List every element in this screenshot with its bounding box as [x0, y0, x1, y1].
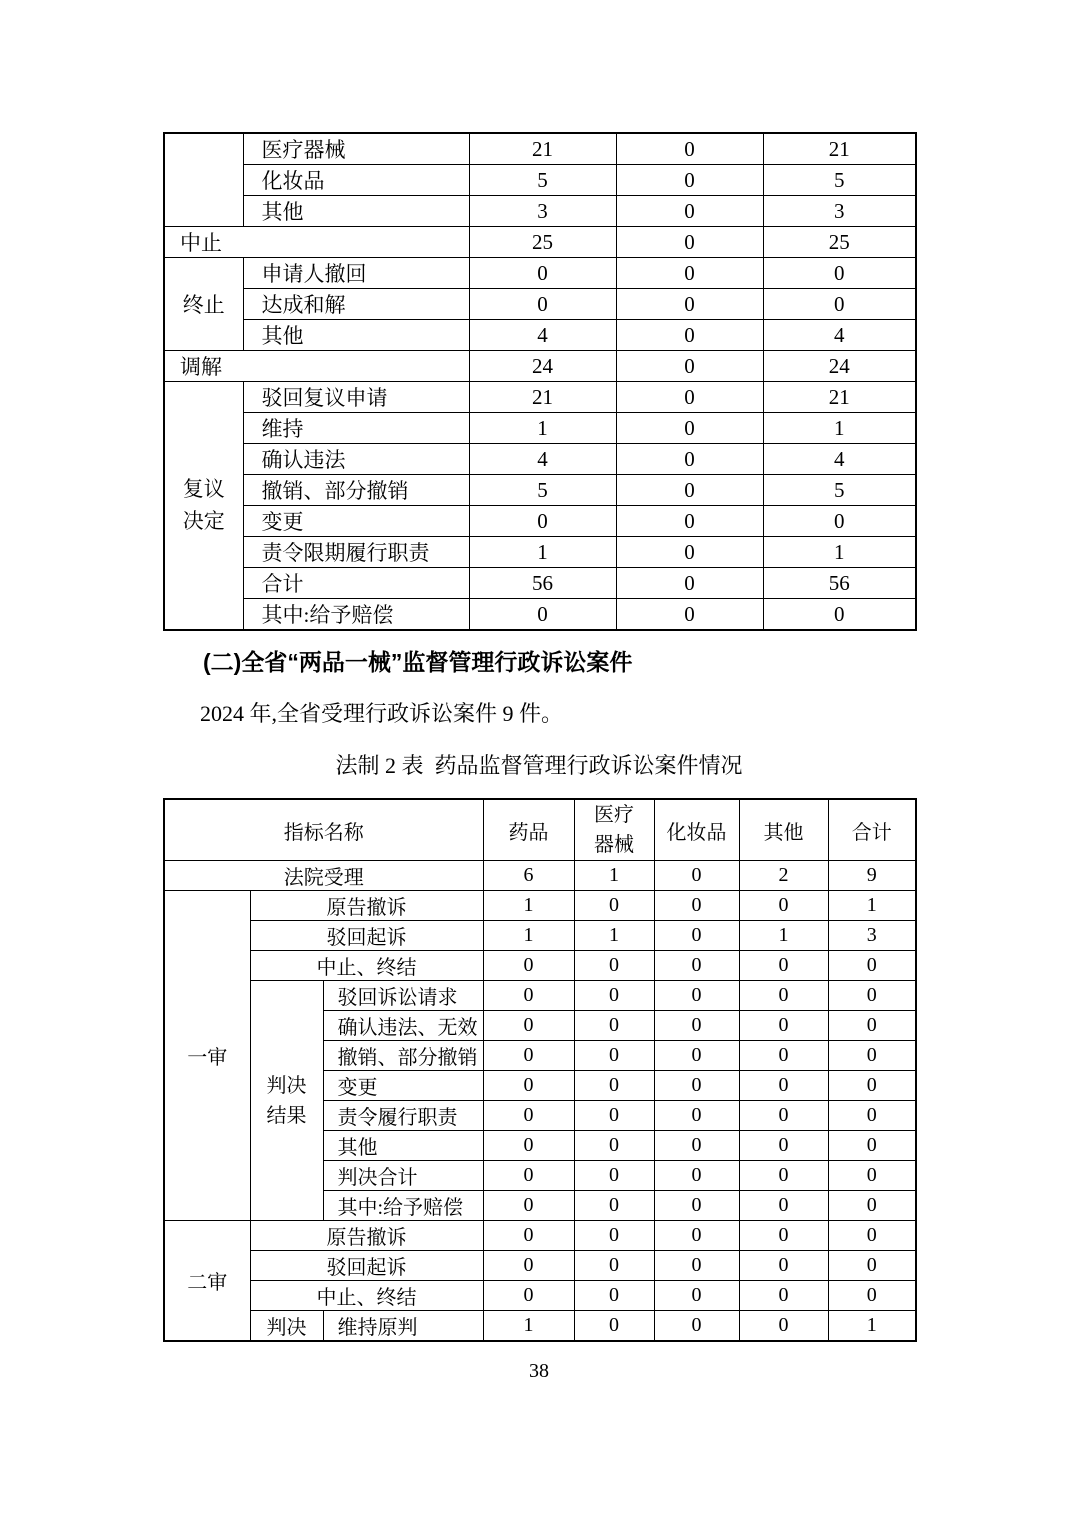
cell-value: 0 [828, 1191, 916, 1221]
cell-value: 0 [483, 1041, 574, 1071]
cell-value: 0 [654, 921, 739, 951]
cell-value: 0 [828, 1071, 916, 1101]
cell-value: 0 [739, 1191, 828, 1221]
cell-value: 1 [469, 537, 616, 568]
table-row [164, 351, 916, 382]
group-label: 二审 [164, 1221, 250, 1342]
page-content [163, 132, 915, 1383]
page-number: 38 [529, 1360, 549, 1382]
row-label: 驳回起诉 [250, 1251, 483, 1281]
cell-value: 0 [483, 1161, 574, 1191]
table-row [164, 413, 916, 444]
row-label: 确认违法 [243, 444, 469, 475]
cell-value: 3 [763, 196, 916, 227]
row-label: 法院受理 [164, 861, 483, 891]
cell-value: 1 [828, 1311, 916, 1342]
litigation-table [163, 798, 917, 1342]
cell-value: 25 [763, 227, 916, 258]
cell-value: 0 [483, 1131, 574, 1161]
cell-value: 0 [483, 981, 574, 1011]
cell-value: 0 [828, 981, 916, 1011]
cell-value: 0 [739, 1011, 828, 1041]
row-label: 达成和解 [243, 289, 469, 320]
cell-value: 24 [763, 351, 916, 382]
row-label: 变更 [243, 506, 469, 537]
row-label: 申请人撤回 [243, 258, 469, 289]
cell-value: 0 [574, 1011, 654, 1041]
cell-value: 0 [739, 1131, 828, 1161]
row-label: 判决合计 [323, 1161, 483, 1191]
cell-value: 1 [739, 921, 828, 951]
row-label: 维持原判 [323, 1311, 483, 1342]
cell-value: 0 [654, 981, 739, 1011]
row-label: 医疗器械 [243, 133, 469, 165]
cell-value: 0 [654, 951, 739, 981]
cell-value: 0 [469, 599, 616, 631]
table-row [164, 227, 916, 258]
cell-value: 0 [574, 1281, 654, 1311]
table-row [164, 891, 916, 921]
cell-value: 4 [469, 320, 616, 351]
cell-value: 1 [574, 921, 654, 951]
cell-value: 0 [654, 1131, 739, 1161]
cell-value: 6 [483, 861, 574, 891]
table-row [164, 320, 916, 351]
table-row [164, 382, 916, 413]
cell-value: 0 [483, 1071, 574, 1101]
cell-value: 0 [616, 382, 763, 413]
table-row [164, 258, 916, 289]
cell-value: 0 [763, 506, 916, 537]
row-label: 其中:给予赔偿 [323, 1191, 483, 1221]
column-header [574, 799, 654, 861]
cell-value: 1 [828, 891, 916, 921]
cell-value: 0 [469, 506, 616, 537]
cell-value: 0 [739, 1281, 828, 1311]
group-cell-blank [164, 133, 243, 227]
cell-value: 0 [616, 599, 763, 631]
table-row [164, 1251, 916, 1281]
cell-value: 0 [828, 1161, 916, 1191]
cell-value: 0 [763, 599, 916, 631]
cell-value: 0 [616, 320, 763, 351]
table-row [164, 921, 916, 951]
cell-value: 0 [739, 1311, 828, 1342]
table-row [164, 981, 916, 1011]
column-header: 化妆品 [654, 799, 739, 861]
review-decision-table [163, 132, 917, 631]
cell-value: 0 [574, 1251, 654, 1281]
subgroup-label-text: 判决结果 [266, 1074, 307, 1127]
table-row [164, 537, 916, 568]
cell-value: 0 [739, 981, 828, 1011]
cell-value: 1 [483, 891, 574, 921]
cell-value: 0 [828, 1041, 916, 1071]
group-label-text: 复议决定 [182, 477, 225, 533]
row-label: 中止 [164, 227, 469, 258]
cell-value: 9 [828, 861, 916, 891]
cell-value: 0 [739, 1221, 828, 1251]
cell-value: 0 [739, 1161, 828, 1191]
subgroup-label [250, 981, 323, 1221]
row-label: 其他 [323, 1131, 483, 1161]
cell-value: 1 [469, 413, 616, 444]
cell-value: 0 [483, 1011, 574, 1041]
section-heading: (二)全省“两品一械”监督管理行政诉讼案件 [203, 649, 633, 675]
body-paragraph: 2024 年,全省受理行政诉讼案件 9 件。 [200, 701, 564, 726]
cell-value: 1 [574, 861, 654, 891]
cell-value: 0 [574, 1071, 654, 1101]
cell-value: 0 [828, 951, 916, 981]
cell-value: 0 [483, 1101, 574, 1131]
table-row [164, 1281, 916, 1311]
subgroup-label: 判决 [250, 1311, 323, 1342]
cell-value: 2 [739, 861, 828, 891]
cell-value: 0 [574, 951, 654, 981]
cell-value: 0 [763, 289, 916, 320]
cell-value: 25 [469, 227, 616, 258]
cell-value: 0 [616, 413, 763, 444]
row-label: 原告撤诉 [250, 891, 483, 921]
cell-value: 0 [574, 1131, 654, 1161]
cell-value: 0 [739, 1101, 828, 1131]
row-label: 责令限期履行职责 [243, 537, 469, 568]
table-row [164, 599, 916, 631]
cell-value: 0 [616, 475, 763, 506]
cell-value: 0 [574, 1191, 654, 1221]
cell-value: 1 [483, 921, 574, 951]
cell-value: 0 [828, 1131, 916, 1161]
cell-value: 0 [616, 351, 763, 382]
cell-value: 0 [828, 1221, 916, 1251]
cell-value: 0 [654, 861, 739, 891]
table-row [164, 444, 916, 475]
cell-value: 0 [574, 891, 654, 921]
cell-value: 56 [763, 568, 916, 599]
cell-value: 0 [574, 1161, 654, 1191]
row-label: 中止、终结 [250, 951, 483, 981]
cell-value: 0 [483, 1251, 574, 1281]
cell-value: 3 [469, 196, 616, 227]
table-row [164, 506, 916, 537]
column-header: 药品 [483, 799, 574, 861]
cell-value: 0 [654, 1041, 739, 1071]
cell-value: 0 [828, 1281, 916, 1311]
group-label [164, 382, 243, 631]
table-row [164, 951, 916, 981]
row-label: 化妆品 [243, 165, 469, 196]
cell-value: 4 [763, 320, 916, 351]
group-label: 一审 [164, 891, 250, 1221]
row-label: 其他 [243, 320, 469, 351]
cell-value: 0 [483, 951, 574, 981]
table-row [164, 861, 916, 891]
cell-value: 1 [763, 413, 916, 444]
cell-value: 0 [739, 891, 828, 921]
cell-value: 4 [763, 444, 916, 475]
cell-value: 0 [616, 568, 763, 599]
cell-value: 0 [654, 891, 739, 921]
row-label: 其他 [243, 196, 469, 227]
cell-value: 0 [654, 1251, 739, 1281]
cell-value: 0 [483, 1281, 574, 1311]
cell-value: 56 [469, 568, 616, 599]
header-row [164, 799, 916, 861]
cell-value: 0 [616, 506, 763, 537]
table-caption: 法制 2 表 药品监督管理行政诉讼案件情况 [335, 753, 743, 778]
cell-value: 5 [469, 165, 616, 196]
cell-value: 3 [828, 921, 916, 951]
cell-value: 0 [574, 1101, 654, 1131]
cell-value: 0 [616, 133, 763, 165]
row-label: 合计 [243, 568, 469, 599]
cell-value: 1 [483, 1311, 574, 1342]
cell-value: 0 [828, 1011, 916, 1041]
row-label: 其中:给予赔偿 [243, 599, 469, 631]
row-label: 确认违法、无效 [323, 1011, 483, 1041]
row-label: 中止、终结 [250, 1281, 483, 1311]
cell-value: 0 [654, 1311, 739, 1342]
cell-value: 0 [739, 1071, 828, 1101]
cell-value: 0 [469, 258, 616, 289]
cell-value: 21 [469, 382, 616, 413]
table-row [164, 165, 916, 196]
cell-value: 5 [469, 475, 616, 506]
row-label: 原告撤诉 [250, 1221, 483, 1251]
cell-value: 0 [739, 1041, 828, 1071]
column-header-text: 医疗器械 [594, 804, 635, 856]
row-label: 调解 [164, 351, 469, 382]
cell-value: 0 [828, 1101, 916, 1131]
row-label: 驳回起诉 [250, 921, 483, 951]
cell-value: 0 [654, 1011, 739, 1041]
cell-value: 21 [763, 382, 916, 413]
cell-value: 0 [483, 1191, 574, 1221]
cell-value: 0 [616, 537, 763, 568]
cell-value: 1 [763, 537, 916, 568]
row-label: 撤销、部分撤销 [323, 1041, 483, 1071]
cell-value: 0 [574, 1041, 654, 1071]
row-label: 变更 [323, 1071, 483, 1101]
cell-value: 0 [654, 1071, 739, 1101]
cell-value: 5 [763, 165, 916, 196]
cell-value: 0 [469, 289, 616, 320]
cell-value: 0 [616, 165, 763, 196]
row-label: 撤销、部分撤销 [243, 475, 469, 506]
cell-value: 0 [739, 951, 828, 981]
table-row [164, 1221, 916, 1251]
cell-value: 0 [739, 1251, 828, 1281]
cell-value: 5 [763, 475, 916, 506]
cell-value: 0 [654, 1221, 739, 1251]
cell-value: 0 [574, 1221, 654, 1251]
table-row [164, 289, 916, 320]
cell-value: 0 [616, 196, 763, 227]
cell-value: 0 [616, 258, 763, 289]
cell-value: 21 [469, 133, 616, 165]
cell-value: 0 [654, 1161, 739, 1191]
column-header: 其他 [739, 799, 828, 861]
cell-value: 0 [574, 1311, 654, 1342]
cell-value: 4 [469, 444, 616, 475]
column-header: 指标名称 [164, 799, 483, 861]
cell-value: 21 [763, 133, 916, 165]
table-row [164, 196, 916, 227]
column-header: 合计 [828, 799, 916, 861]
cell-value: 0 [574, 981, 654, 1011]
table-row [164, 568, 916, 599]
table-row [164, 1311, 916, 1342]
cell-value: 0 [654, 1281, 739, 1311]
table-row [164, 133, 916, 165]
cell-value: 0 [828, 1251, 916, 1281]
cell-value: 0 [763, 258, 916, 289]
row-label: 维持 [243, 413, 469, 444]
cell-value: 24 [469, 351, 616, 382]
row-label: 责令履行职责 [323, 1101, 483, 1131]
cell-value: 0 [616, 289, 763, 320]
cell-value: 0 [654, 1101, 739, 1131]
cell-value: 0 [654, 1191, 739, 1221]
cell-value: 0 [483, 1221, 574, 1251]
cell-value: 0 [616, 444, 763, 475]
cell-value: 0 [616, 227, 763, 258]
table-row [164, 475, 916, 506]
row-label: 驳回复议申请 [243, 382, 469, 413]
row-label: 驳回诉讼请求 [323, 981, 483, 1011]
group-label: 终止 [164, 258, 243, 351]
